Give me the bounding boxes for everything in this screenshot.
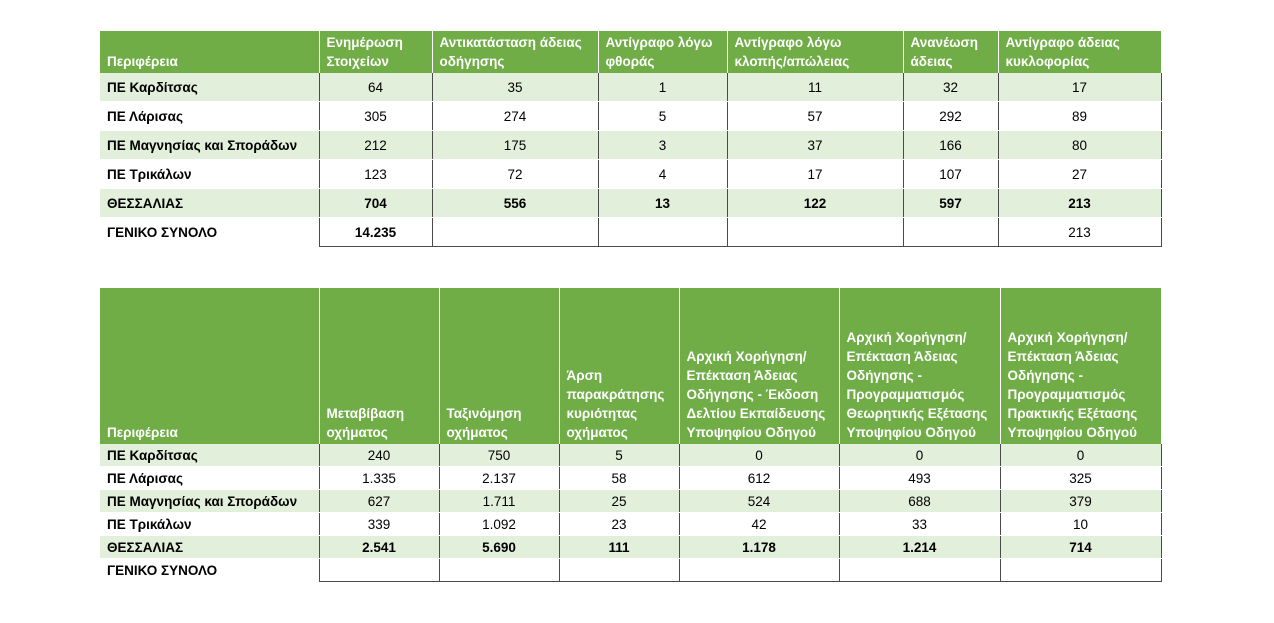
table-cell: 556 (432, 189, 598, 218)
license-services-table (100, 31, 1162, 247)
table-cell (432, 218, 598, 247)
table-cell: 2.541 (319, 536, 439, 559)
row-label: ΘΕΣΣΑΛΙΑΣ (100, 189, 319, 218)
column-header-theory-exam: Αρχική Χορήγηση/Επέκταση Άδειας Οδήγησης - Προγραμματισμός Θεωρητικής Εξέτασης Υποψηφίου Οδηγού (839, 288, 1000, 444)
row-label: ΓΕΝΙΚΟ ΣΥΝΟΛΟ (100, 218, 319, 247)
vehicle-services-table (100, 288, 1162, 582)
row-label: ΠΕ Μαγνησίας και Σποράδων (100, 131, 319, 160)
table-cell: 5.690 (439, 536, 559, 559)
table-cell: 688 (839, 490, 1000, 513)
table-cell: 37 (727, 131, 903, 160)
column-header-copy-wear: Αντίγραφο λόγω φθοράς (598, 31, 727, 73)
table-cell: 292 (903, 102, 998, 131)
table-cell: 5 (598, 102, 727, 131)
table-cell: 107 (903, 160, 998, 189)
table-cell: 213 (998, 189, 1161, 218)
table-cell: 33 (839, 513, 1000, 536)
row-label: ΘΕΣΣΑΛΙΑΣ (100, 536, 319, 559)
table-cell (839, 559, 1000, 582)
table-row (100, 513, 1161, 536)
table-cell: 32 (903, 73, 998, 102)
table-cell: 524 (679, 490, 839, 513)
table-cell: 123 (319, 160, 432, 189)
table-cell: 213 (998, 218, 1161, 247)
table-header-row (100, 288, 1161, 444)
table-cell: 714 (1000, 536, 1161, 559)
column-header-region: Περιφέρεια (100, 31, 319, 73)
table-cell: 240 (319, 444, 439, 467)
row-label: ΠΕ Τρικάλων (100, 160, 319, 189)
table-cell: 89 (998, 102, 1161, 131)
table-cell: 3 (598, 131, 727, 160)
column-header-training-certificate: Αρχική Χορήγηση/Επέκταση Άδειας Οδήγησης - Έκδοση Δελτίου Εκπαίδευσης Υποψηφίου Οδηγού (679, 288, 839, 444)
table-row-total (100, 189, 1161, 218)
column-header-vehicle-transfer: Μεταβίβαση οχήματος (319, 288, 439, 444)
table-row (100, 73, 1161, 102)
table-cell: 23 (559, 513, 679, 536)
table-cell: 0 (839, 444, 1000, 467)
table-cell: 58 (559, 467, 679, 490)
table-row-grand-total (100, 218, 1161, 247)
table-cell: 305 (319, 102, 432, 131)
table-cell: 1 (598, 73, 727, 102)
column-header-data-update: Ενημέρωση Στοιχείων (319, 31, 432, 73)
column-header-license-replacement: Αντικατάσταση άδειας οδήγησης (432, 31, 598, 73)
table-cell: 111 (559, 536, 679, 559)
column-header-copy-theft-loss: Αντίγραφο λόγω κλοπής/απώλειας (727, 31, 903, 73)
table-cell: 5 (559, 444, 679, 467)
table-cell (439, 559, 559, 582)
table-cell: 493 (839, 467, 1000, 490)
table-cell: 27 (998, 160, 1161, 189)
table-cell: 166 (903, 131, 998, 160)
row-label: ΠΕ Λάρισας (100, 102, 319, 131)
table-cell: 1.335 (319, 467, 439, 490)
column-header-license-renewal: Ανανέωση άδειας (903, 31, 998, 73)
table-cell: 339 (319, 513, 439, 536)
table-cell: 597 (903, 189, 998, 218)
column-header-region: Περιφέρεια (100, 288, 319, 444)
table-cell: 0 (1000, 444, 1161, 467)
row-label: ΠΕ Καρδίτσας (100, 73, 319, 102)
column-header-registration-copy: Αντίγραφο άδειας κυκλοφορίας (998, 31, 1161, 73)
table-cell: 64 (319, 73, 432, 102)
table-cell: 212 (319, 131, 432, 160)
table-row-total (100, 536, 1161, 559)
table-cell: 25 (559, 490, 679, 513)
table-cell: 1.178 (679, 536, 839, 559)
table-cell: 612 (679, 467, 839, 490)
table-cell (727, 218, 903, 247)
table-cell (903, 218, 998, 247)
column-header-ownership-release: Άρση παρακράτησης κυριότητας οχήματος (559, 288, 679, 444)
table-cell: 14.235 (319, 218, 432, 247)
table-cell: 122 (727, 189, 903, 218)
row-label: ΠΕ Τρικάλων (100, 513, 319, 536)
row-label: ΠΕ Μαγνησίας και Σποράδων (100, 490, 319, 513)
table-cell: 80 (998, 131, 1161, 160)
table-row (100, 102, 1161, 131)
table-row (100, 490, 1161, 513)
table-cell: 17 (998, 73, 1161, 102)
table-cell: 627 (319, 490, 439, 513)
table-cell: 42 (679, 513, 839, 536)
table-cell: 35 (432, 73, 598, 102)
row-label: ΠΕ Καρδίτσας (100, 444, 319, 467)
table-cell (598, 218, 727, 247)
table-cell: 379 (1000, 490, 1161, 513)
row-label: ΓΕΝΙΚΟ ΣΥΝΟΛΟ (100, 559, 319, 582)
table-cell: 10 (1000, 513, 1161, 536)
table-row-grand-total (100, 559, 1161, 582)
table-row (100, 467, 1161, 490)
row-label: ΠΕ Λάρισας (100, 467, 319, 490)
table-header-row (100, 31, 1161, 73)
table-cell (679, 559, 839, 582)
table-row (100, 444, 1161, 467)
table-cell: 11 (727, 73, 903, 102)
table-cell: 175 (432, 131, 598, 160)
column-header-vehicle-registration: Ταξινόμηση οχήματος (439, 288, 559, 444)
table-cell: 4 (598, 160, 727, 189)
column-header-practical-exam: Αρχική Χορήγηση/Επέκταση Άδειας Οδήγησης - Προγραμματισμός Πρακτικής Εξέτασης Υποψηφίου Οδηγού (1000, 288, 1161, 444)
table-row (100, 131, 1161, 160)
table-cell: 325 (1000, 467, 1161, 490)
table-cell: 704 (319, 189, 432, 218)
table-row (100, 160, 1161, 189)
table-cell: 13 (598, 189, 727, 218)
table-cell: 274 (432, 102, 598, 131)
table-cell (559, 559, 679, 582)
table-cell: 750 (439, 444, 559, 467)
table-cell: 1.214 (839, 536, 1000, 559)
table-cell: 2.137 (439, 467, 559, 490)
table-cell: 17 (727, 160, 903, 189)
table-cell: 57 (727, 102, 903, 131)
table-cell: 0 (679, 444, 839, 467)
table-cell: 72 (432, 160, 598, 189)
table-cell (319, 559, 439, 582)
table-cell: 1.092 (439, 513, 559, 536)
table-cell: 1.711 (439, 490, 559, 513)
table-cell (1000, 559, 1161, 582)
